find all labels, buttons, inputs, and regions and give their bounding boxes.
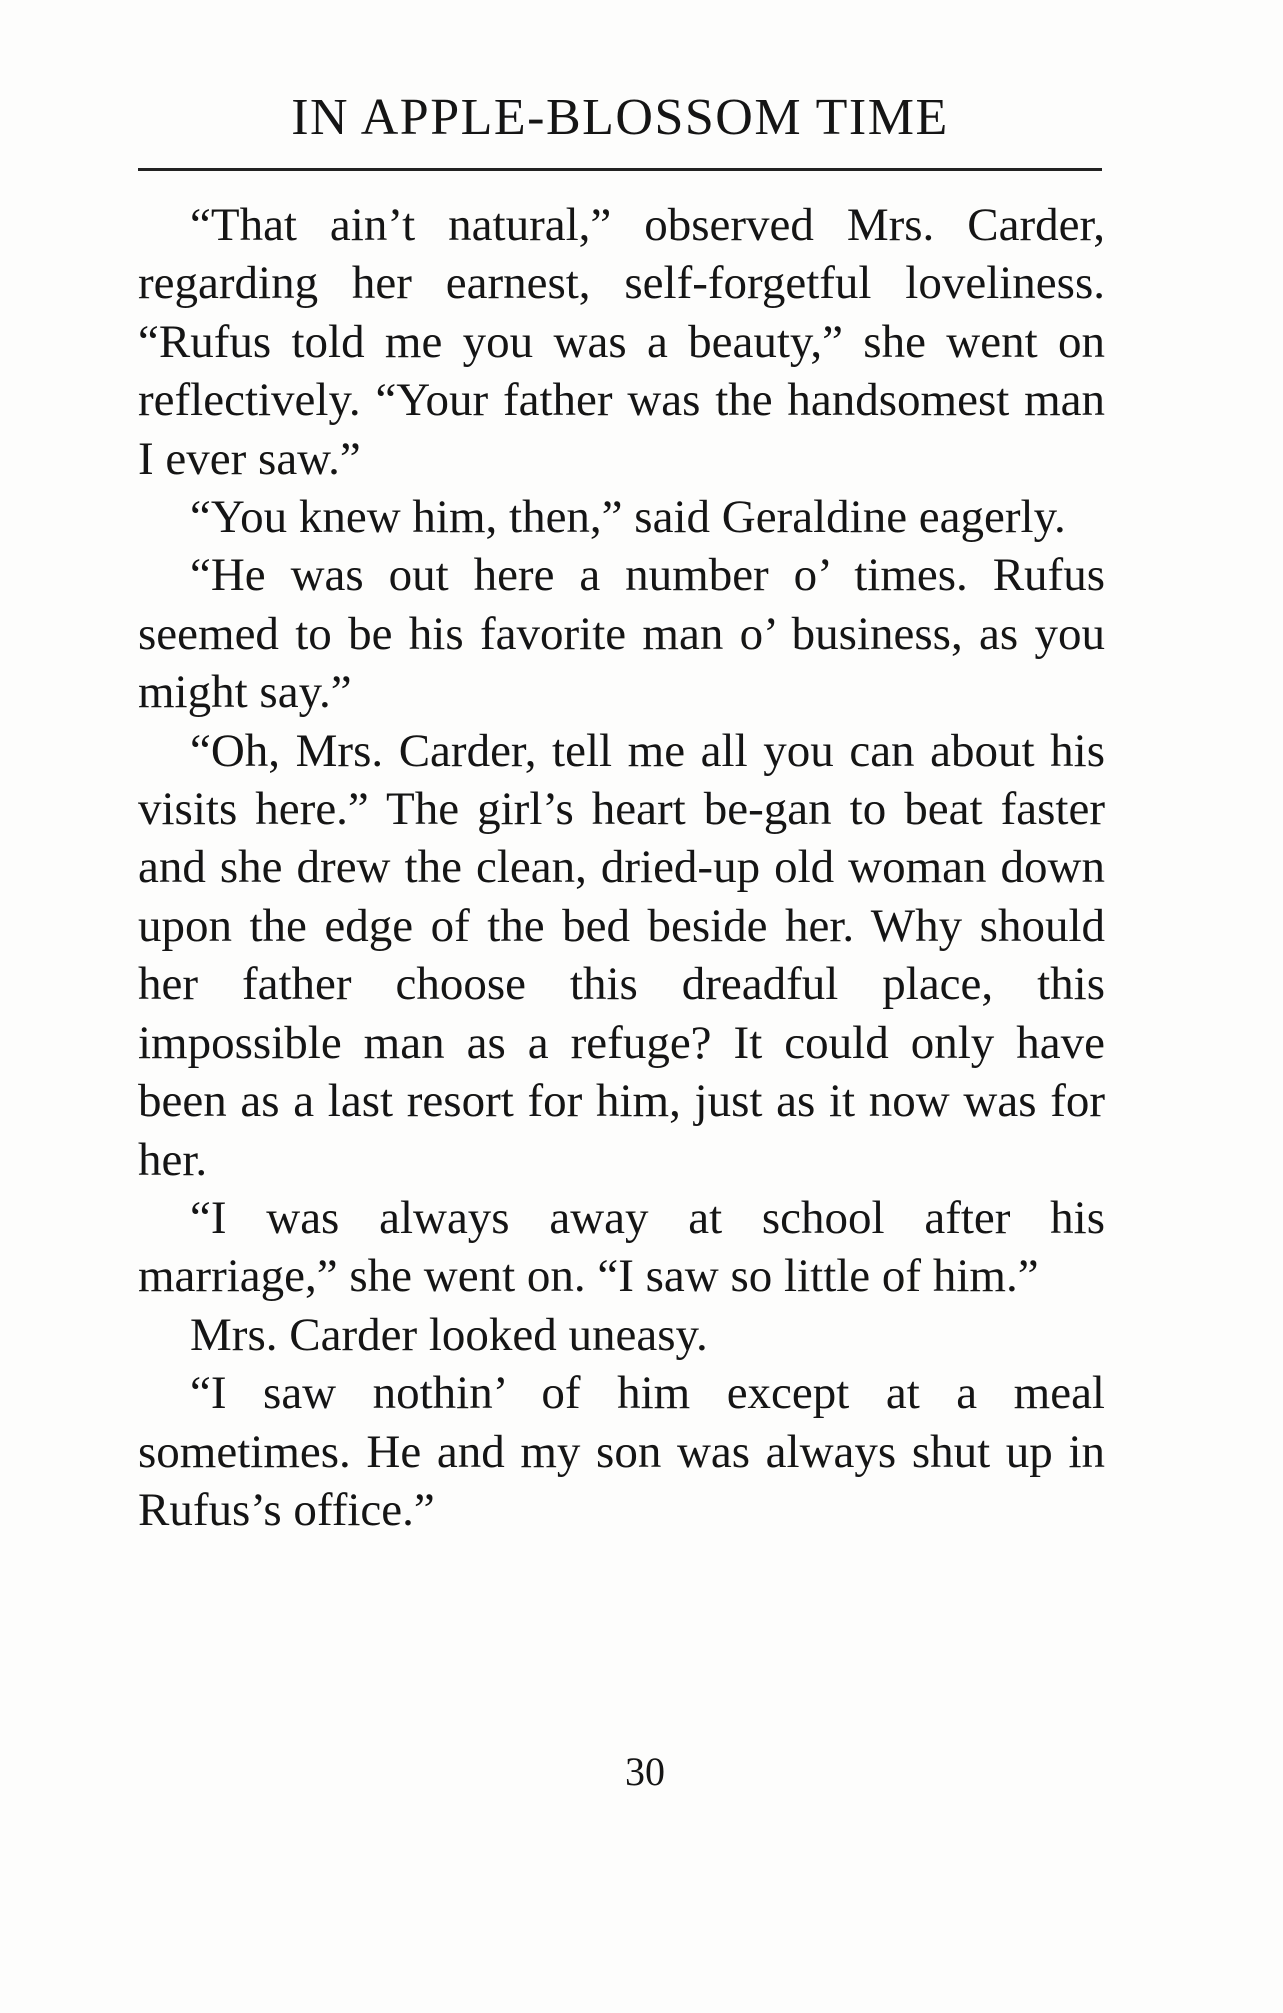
running-head: IN APPLE-BLOSSOM TIME bbox=[291, 89, 949, 146]
paragraph: “He was out here a number o’ times. Rufus seemed to be his favorite man o’ business, as you might say.” bbox=[138, 549, 1105, 719]
paragraph: “You knew him, then,” said Geraldine eagerly. bbox=[190, 491, 1066, 544]
body-text bbox=[138, 196, 1105, 1539]
paragraph: “That ain’t natural,” observed Mrs. Carder, regarding her earnest, self-forgetful loveliness. “Rufus told me you was a beauty,” she went on reflectively. “Your father was the handsomest man I ever saw.” bbox=[138, 199, 1105, 485]
paragraph: “Oh, Mrs. Carder, tell me all you can about his visits here.” The girl’s heart be-gan to beat faster and she drew the clean, dried-up old woman down upon the edge of the bed beside her. Why should her father choose this dreadful place, this impossible man as a refuge? It could only have been as a last resort for him, just as it now was for her. bbox=[138, 724, 1105, 1186]
paragraph: “I was always away at school after his marriage,” she went on. “I saw so little of him.” bbox=[138, 1191, 1105, 1303]
paragraph: “I saw nothin’ of him except at a meal sometimes. He and my son was always shut up in Rufus’s office.” bbox=[138, 1367, 1105, 1536]
header-rule bbox=[138, 168, 1102, 171]
page-number: 30 bbox=[625, 1749, 665, 1794]
paragraph: Mrs. Carder looked uneasy. bbox=[190, 1308, 708, 1361]
